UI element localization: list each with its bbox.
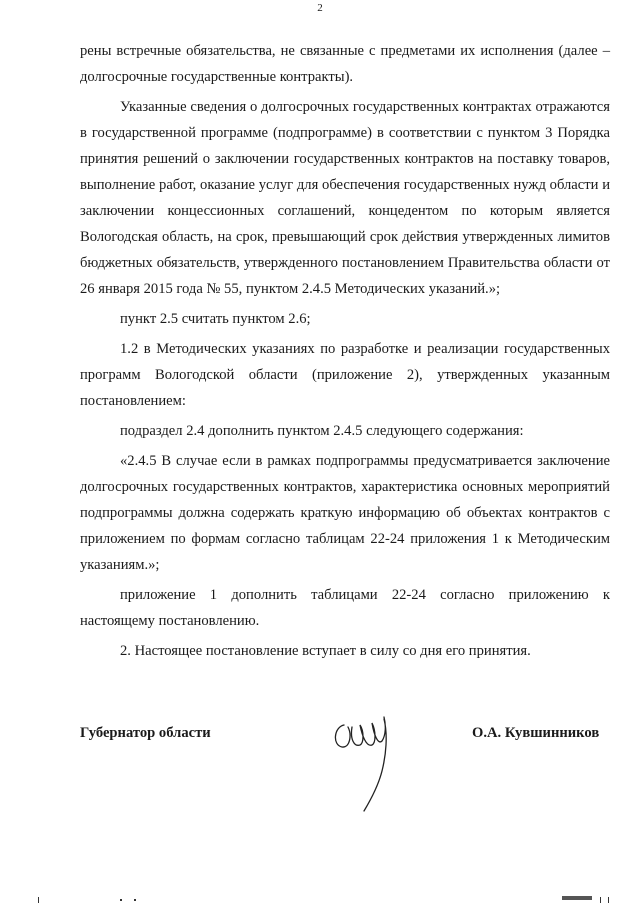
paragraph-long-term-contracts: Указанные сведения о долгосрочных государственных контрактах отражаются в государственной программе (подпрограмме) в соответствии с пунктом 3 Порядка принятия решений о заключении государственных контрактов на поставку товаров, выполнение работ, оказание услуг для обеспечения государственных нужд области и заключении концессионных соглашений, концедентом по которым является Вологодская область, на срок, превышающий срок действия утвержденных лимитов бюджетных обязательств, утвержденного постановлением Правительства области от 26 января 2015 года № 55, пунктом 2.4.5 Методических указаний.»; xyxy=(80,99,610,297)
signatory-name: О.А. Кувшинников xyxy=(472,725,600,741)
scan-artifact xyxy=(600,897,601,903)
handwritten-signature xyxy=(330,705,392,815)
page-number: 2 xyxy=(317,2,323,14)
document-body xyxy=(80,38,610,664)
paragraph-effective-date: 2. Настоящее постановление вступает в силу со дня его принятия. xyxy=(120,643,531,659)
scan-artifact xyxy=(134,899,136,901)
scan-artifact xyxy=(562,896,592,900)
scan-artifact xyxy=(608,897,609,903)
paragraph-appendix-tables: приложение 1 дополнить таблицами 22-24 согласно приложению к настоящему постановлению. xyxy=(80,587,610,629)
scan-artifact xyxy=(120,899,122,901)
signatory-position: Губернатор области xyxy=(80,725,211,741)
paragraph-continuation: рены встречные обязательства, не связанные с предметами их исполнения (далее – долгосрочные государственные контракты). xyxy=(80,43,610,85)
paragraph-methodical-guidelines: 1.2 в Методических указаниях по разработке и реализации государственных программ Вологодской области (приложение 2), утвержденных указанным постановлением: xyxy=(80,341,610,409)
paragraph-quoted-clause: «2.4.5 В случае если в рамках подпрограммы предусматривается заключение долгосрочных государственных контрактов, характеристика основных мероприятий подпрограммы должна содержать краткую информацию об объектах контрактов с приложением по формам согласно таблицам 22-24 приложения 1 к Методическим указаниям.»; xyxy=(80,453,610,573)
paragraph-renumber: пункт 2.5 считать пунктом 2.6; xyxy=(120,311,311,327)
scan-artifact xyxy=(38,897,39,903)
paragraph-subsection-addition: подраздел 2.4 дополнить пунктом 2.4.5 следующего содержания: xyxy=(120,423,524,439)
